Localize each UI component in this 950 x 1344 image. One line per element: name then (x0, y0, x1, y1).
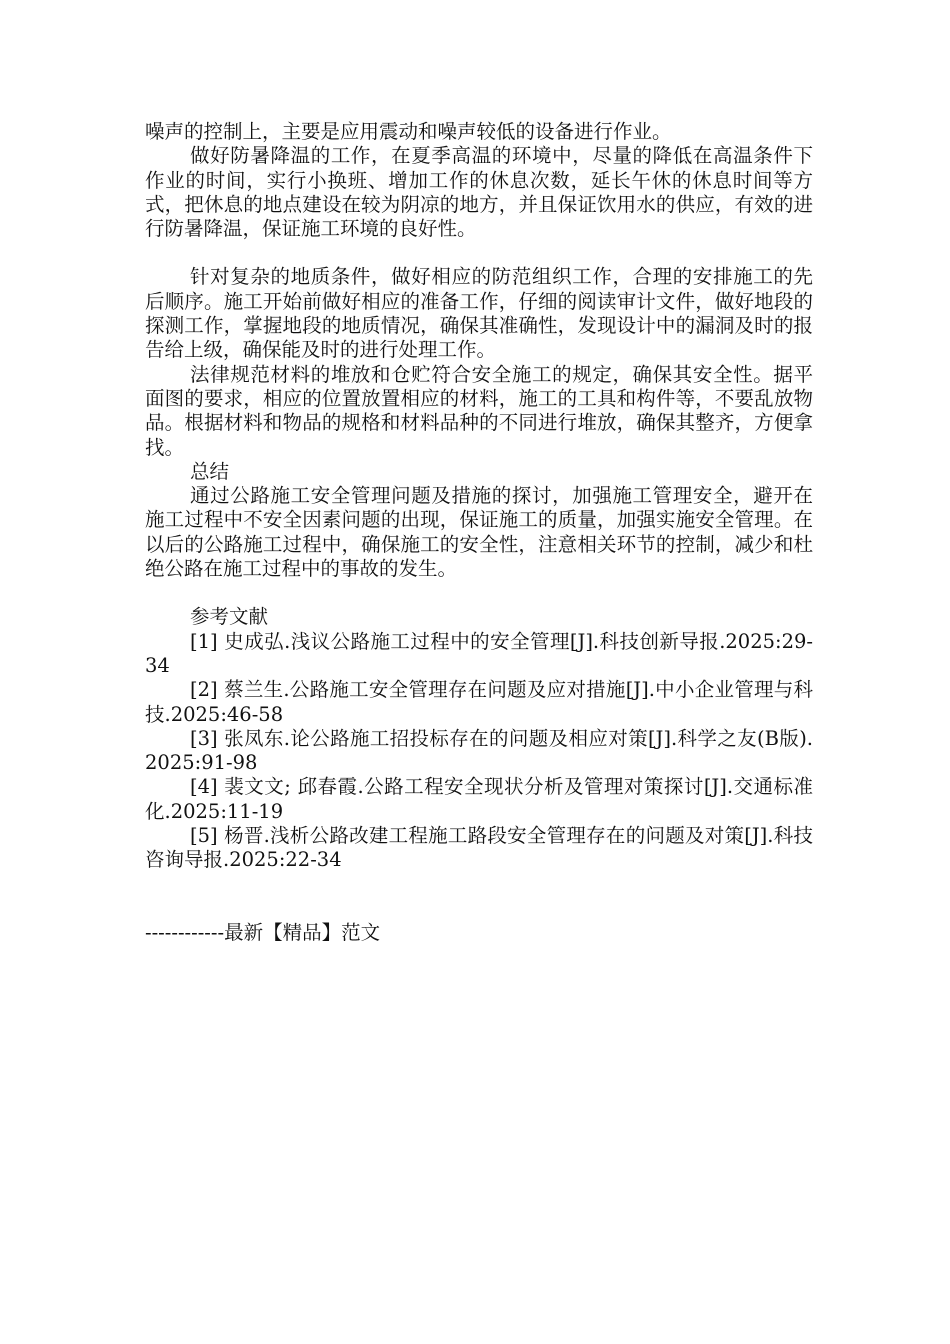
spacer (145, 581, 813, 605)
reference-item: [3] 张凤东.论公路施工招投标存在的问题及相应对策[J].科学之友(B版).2025:91-98 (145, 726, 813, 775)
reference-item: [4] 裴文文; 邱春霞.公路工程安全现状分析及管理对策探讨[J].交通标准化.2025:11-19 (145, 775, 813, 823)
reference-item: [2] 蔡兰生.公路施工安全管理存在问题及应对措施[J].中小企业管理与科技.2025:46-58 (145, 678, 813, 726)
references-heading: 参考文献 (190, 605, 269, 629)
reference-item: [1] 史成弘.浅议公路施工过程中的安全管理[J].科技创新导报.2025:29-34 (145, 629, 813, 677)
footer-label: ------------最新【精品】范文 (145, 920, 381, 944)
spacer (145, 897, 813, 921)
paragraph-materials: 法律规范材料的堆放和仓贮符合安全施工的规定，确保其安全性。据平面图的要求，相应的位置放置相应的材料，施工的工具和构件等，不要乱放物品。根据材料和物品的规格和材料品种的不同进行堆放，确保其整齐，方便拿找。 (145, 362, 813, 459)
paragraph-summary: 通过公路施工安全管理问题及措施的探讨，加强施工管理安全，避开在施工过程中不安全因素问题的出现，保证施工的质量，加强实施安全管理。在以后的公路施工过程中，确保施工的安全性，注意相关环节的控制，减少和杜绝公路在施工过程中的事故的发生。 (145, 484, 813, 581)
spacer (145, 241, 813, 265)
paragraph-noise-control: 噪声的控制上，主要是应用震动和噪声较低的设备进行作业。 (145, 120, 672, 143)
spacer (145, 873, 813, 897)
paragraph-geology: 针对复杂的地质条件，做好相应的防范组织工作，合理的安排施工的先后顺序。施工开始前做好相应的准备工作，仔细的阅读审计文件，做好地段的探测工作，掌握地段的地质情况，确保其准确性，发现设计中的漏洞及时的报告给上级，确保能及时的进行处理工作。 (145, 265, 813, 362)
document-page (145, 120, 813, 945)
summary-heading: 总结 (190, 459, 230, 483)
reference-item: [5] 杨晋.浅析公路改建工程施工路段安全管理存在的问题及对策[J].科技咨询导报.2025:22-34 (145, 824, 813, 872)
paragraph-heat-prevention: 做好防暑降温的工作，在夏季高温的环境中，尽量的降低在高温条件下作业的时间，实行小换班、增加工作的休息次数，延长午休的休息时间等方式，把休息的地点建设在较为阴凉的地方，并且保证饮用水的供应，有效的进行防暑降温，保证施工环境的良好性。 (145, 144, 813, 241)
